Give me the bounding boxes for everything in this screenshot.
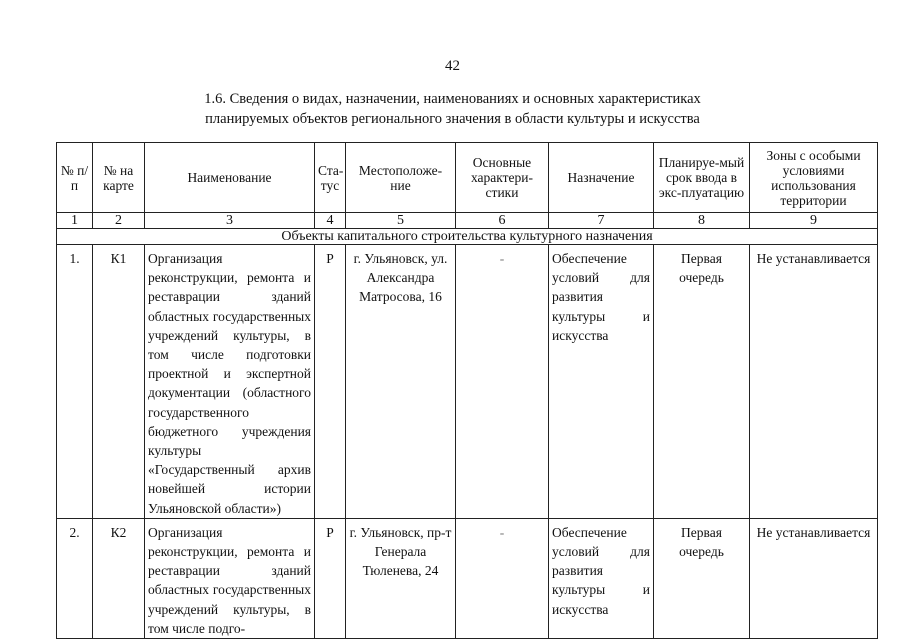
column-number: 4	[315, 213, 346, 229]
row-name: Организация реконструкции, ремонта и реставрации зданий областных государственных учреждений культуры, в том числе подготовки проектной и экспертной документации (областного государственного бюджетного учреждения культуры «Государственный архив новейшей истории Ульяновской области»)	[145, 245, 315, 519]
section-title	[0, 89, 905, 129]
row-location: г. Ульяновск, пр-т Генерала Тюленева, 24	[346, 518, 456, 638]
row-map-number: К2	[93, 518, 145, 638]
row-number: 2.	[57, 518, 93, 638]
row-purpose: Обеспечение условий для развития культуры и искусства	[549, 518, 654, 638]
row-status: Р	[315, 518, 346, 638]
row-term: Первая очередь	[654, 245, 750, 519]
column-number: 9	[750, 213, 878, 229]
section-title-line-1: 1.6. Сведения о видах, назначении, наименованиях и основных характеристиках	[204, 91, 701, 107]
column-number: 6	[456, 213, 549, 229]
row-zones: Не устанавливается	[750, 518, 878, 638]
row-map-number: К1	[93, 245, 145, 519]
table-row	[57, 245, 878, 519]
table-row	[57, 518, 878, 638]
header-cell-term: Планируе-мый срок ввода в экс-плуатацию	[654, 143, 750, 213]
objects-table	[56, 142, 878, 639]
row-characteristics: -	[456, 245, 549, 519]
header-cell-location: Местоположе-ние	[346, 143, 456, 213]
table-header-row	[57, 143, 878, 213]
page-number: 42	[445, 58, 460, 74]
row-term: Первая очередь	[654, 518, 750, 638]
header-cell-characteristics: Основные характери-стики	[456, 143, 549, 213]
column-number: 1	[57, 213, 93, 229]
column-number: 7	[549, 213, 654, 229]
section-title-line-2: планируемых объектов регионального значения в области культуры и искусства	[205, 111, 700, 127]
row-location: г. Ульяновск, ул. Александра Матросова, 16	[346, 245, 456, 519]
header-cell-name: Наименование	[145, 143, 315, 213]
header-cell-status: Ста-тус	[315, 143, 346, 213]
row-purpose: Обеспечение условий для развития культуры и искусства	[549, 245, 654, 519]
row-zones: Не устанавливается	[750, 245, 878, 519]
row-status: Р	[315, 245, 346, 519]
column-number: 3	[145, 213, 315, 229]
header-cell-purpose: Назначение	[549, 143, 654, 213]
row-name: Организация реконструкции, ремонта и реставрации зданий областных государственных учреждений культуры, в том числе подго-	[145, 518, 315, 638]
header-cell-zones: Зоны с особыми условиями использования территории	[750, 143, 878, 213]
header-cell-map-number: № на карте	[93, 143, 145, 213]
group-title: Объекты капитального строительства культурного назначения	[57, 229, 878, 245]
header-cell-number: № п/п	[57, 143, 93, 213]
column-number-row	[57, 213, 878, 229]
column-number: 8	[654, 213, 750, 229]
column-number: 2	[93, 213, 145, 229]
group-row	[57, 229, 878, 245]
row-characteristics: -	[456, 518, 549, 638]
column-number: 5	[346, 213, 456, 229]
row-number: 1.	[57, 245, 93, 519]
